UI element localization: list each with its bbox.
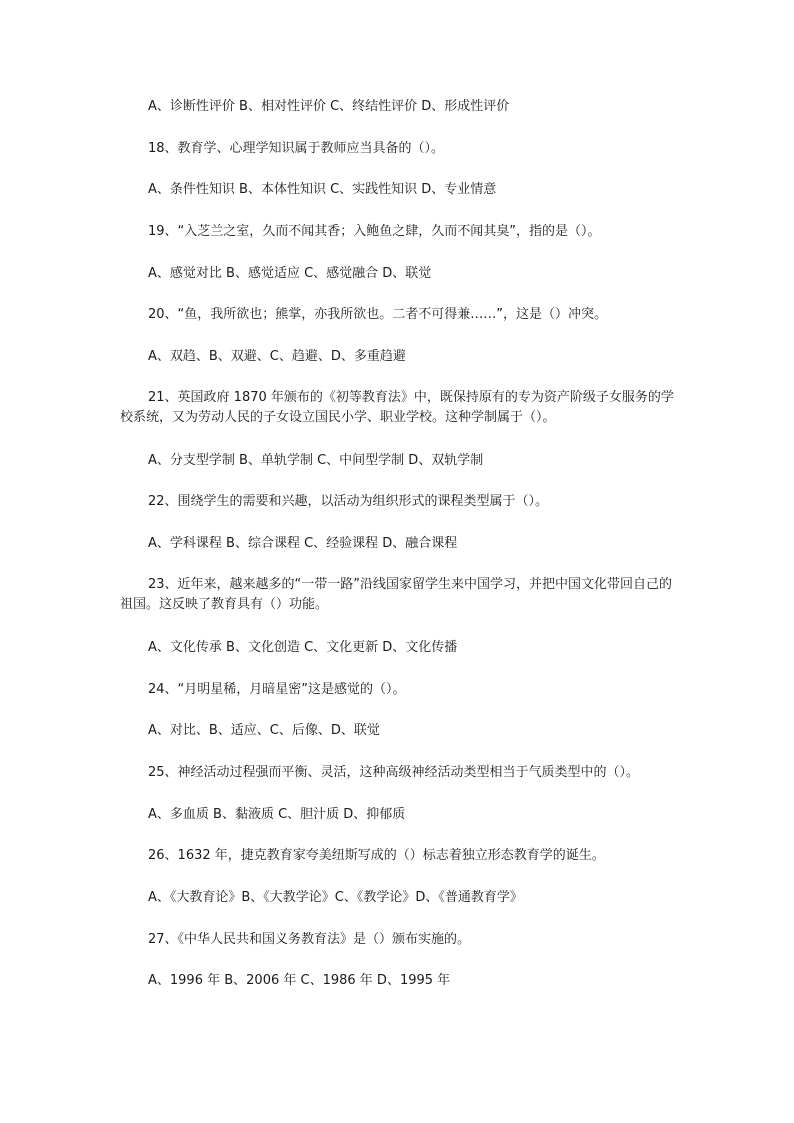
q27-question: 27、《中华人民共和国义务教育法》是（）颁布实施的。 (148, 932, 471, 947)
q22-options: A、学科课程 B、综合课程 C、经验课程 D、融合课程 (148, 536, 458, 551)
q25-question: 25、神经活动过程强而平衡、灵活，这种高级神经活动类型相当于气质类型中的（）。 (148, 765, 640, 780)
q27-options: A、1996 年 B、2006 年 C、1986 年 D、1995 年 (148, 973, 451, 988)
q23-question: 23、近年来，越来越多的“一带一路”沿线国家留学生来中国学习，并把中国文化带回自己的祖国。这反映了教育具有（）功能。 (120, 577, 673, 612)
q26-options: A、《大教育论》B、《大教学论》C、《教学论》D、《普通教育学》 (148, 890, 523, 905)
q20-options: A、双趋、B、双避、C、趋避、D、多重趋避 (148, 349, 406, 364)
q19-question: 19、“入芝兰之室，久而不闻其香；入鲍鱼之肆，久而不闻其臭”，指的是（）。 (148, 224, 601, 239)
q21-options: A、分支型学制 B、单轨学制 C、中间型学制 D、双轨学制 (148, 453, 484, 468)
q19-options: A、感觉对比 B、感觉适应 C、感觉融合 D、联觉 (148, 266, 432, 281)
q18-options: A、条件性知识 B、本体性知识 C、实践性知识 D、专业情意 (148, 182, 497, 197)
q20-question: 20、“鱼，我所欲也；熊掌，亦我所欲也。二者不可得兼……”，这是（）冲突。 (148, 307, 608, 322)
q25-options: A、多血质 B、黏液质 C、胆汁质 D、抑郁质 (148, 807, 406, 822)
q23-options: A、文化传承 B、文化创造 C、文化更新 D、文化传播 (148, 640, 458, 655)
q21-question: 21、英国政府 1870 年颁布的《初等教育法》中，既保持原有的专为资产阶级子女服务的学校系统，又为劳动人民的子女设立国民小学、职业学校。这种学制属于（）。 (120, 390, 674, 425)
q24-options: A、对比、B、适应、C、后像、D、联觉 (148, 723, 380, 738)
q17-options: A、诊断性评价 B、相对性评价 C、终结性评价 D、形成性评价 (148, 99, 510, 114)
q26-question: 26、1632 年，捷克教育家夸美纽斯写成的（）标志着独立形态教育学的诞生。 (148, 848, 605, 863)
q24-question: 24、“月明星稀，月暗星密”这是感觉的（）。 (148, 682, 406, 697)
q18-question: 18、教育学、心理学知识属于教师应当具备的（）。 (148, 141, 445, 156)
q22-question: 22、围绕学生的需要和兴趣，以活动为组织形式的课程类型属于（）。 (148, 494, 549, 509)
